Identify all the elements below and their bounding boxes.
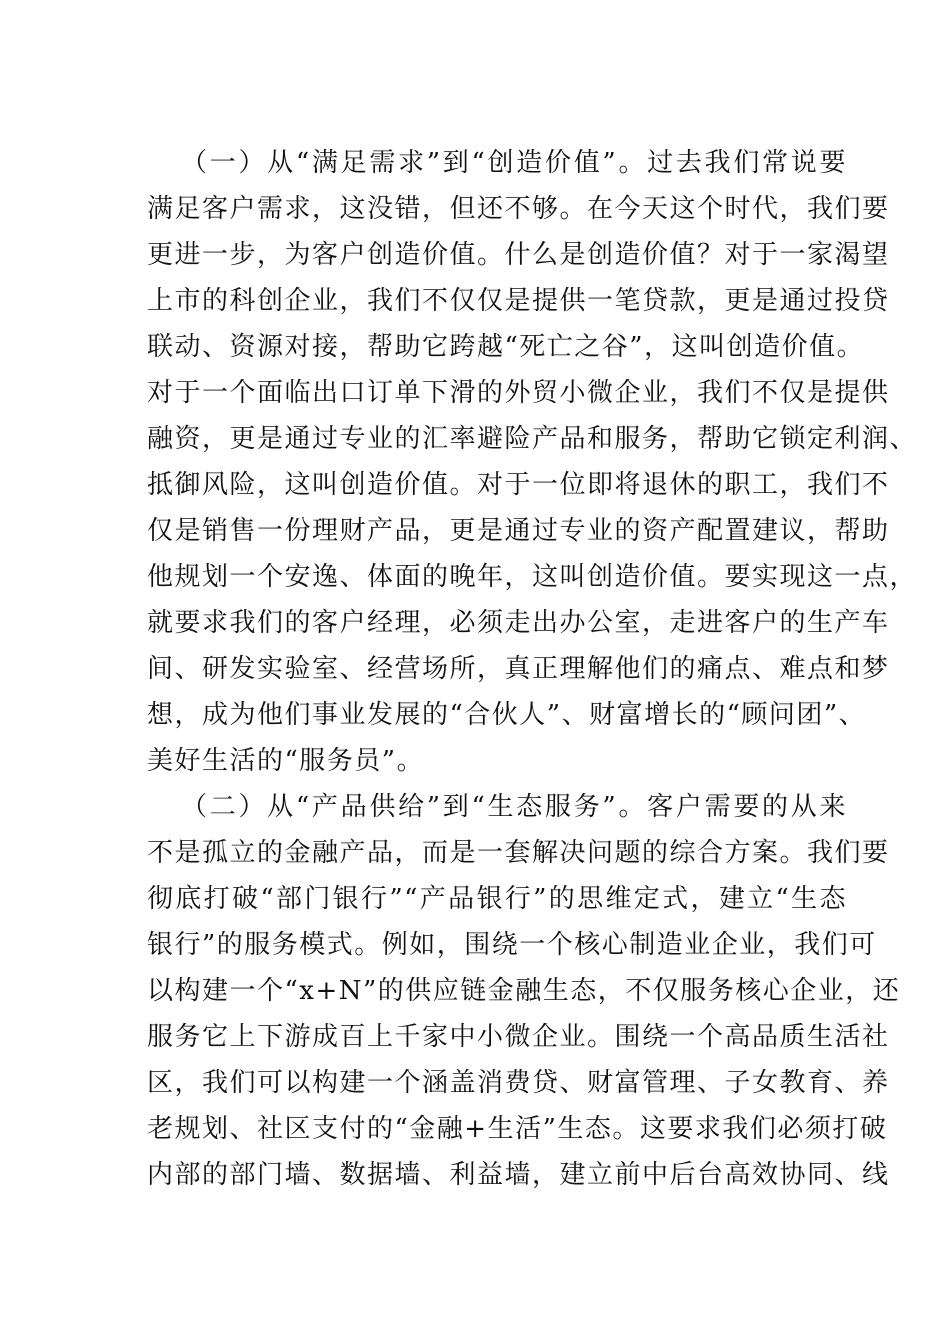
paragraph-line: 想，成为他们事业发展的“合伙人”、财富增长的“顾问团”、 <box>147 700 867 730</box>
paragraph-line: 老规划、社区支付的“金融+生活”生态。这要求我们必须打破 <box>147 1114 888 1144</box>
paragraph-line: （二）从“产品供给”到“生态服务”。客户需要的从来 <box>181 792 847 822</box>
paragraph-line: 美好生活的“服务员”。 <box>147 746 425 776</box>
paragraph-1 <box>147 140 918 784</box>
paragraph-line: 抵御风险，这叫创造价值。对于一位即将退休的职工，我们不 <box>147 470 890 500</box>
paragraph-line: 不是孤立的金融产品，而是一套解决问题的综合方案。我们要 <box>147 838 890 868</box>
paragraph-2 <box>147 784 901 1198</box>
paragraph-line: 间、研发实验室、经营场所，真正理解他们的痛点、难点和梦 <box>147 654 890 684</box>
paragraph-line: 上市的科创企业，我们不仅仅是提供一笔贷款，更是通过投贷 <box>147 286 890 316</box>
paragraph-line: 满足客户需求，这没错，但还不够。在今天这个时代，我们要 <box>147 194 890 224</box>
paragraph-line: 就要求我们的客户经理，必须走出办公室，走进客户的生产车 <box>147 608 890 638</box>
paragraph-line: 仅是销售一份理财产品，更是通过专业的资产配置建议，帮助 <box>147 516 890 546</box>
paragraph-line: 融资，更是通过专业的汇率避险产品和服务，帮助它锁定利润、 <box>147 424 918 454</box>
paragraph-line: 彻底打破“部门银行”“产品银行”的思维定式，建立“生态 <box>147 884 847 914</box>
paragraph-line: 对于一个面临出口订单下滑的外贸小微企业，我们不仅是提供 <box>147 378 890 408</box>
paragraph-line: 内部的部门墙、数据墙、利益墙，建立前中后台高效协同、线 <box>147 1160 890 1190</box>
paragraph-line: 服务它上下游成百上千家中小微企业。围绕一个高品质生活社 <box>147 1022 890 1052</box>
paragraph-line: 以构建一个“x+N”的供应链金融生态，不仅服务核心企业，还 <box>147 976 901 1006</box>
paragraph-line: 更进一步，为客户创造价值。什么是创造价值？对于一家渴望 <box>147 240 890 270</box>
paragraph-line: 他规划一个安逸、体面的晚年，这叫创造价值。要实现这一点， <box>147 562 918 592</box>
paragraph-line: （一）从“满足需求”到“创造价值”。过去我们常说要 <box>181 148 847 178</box>
body-text <box>147 140 918 1198</box>
paragraph-line: 区，我们可以构建一个涵盖消费贷、财富管理、子女教育、养 <box>147 1068 890 1098</box>
paragraph-line: 银行”的服务模式。例如，围绕一个核心制造业企业，我们可 <box>147 930 877 960</box>
paragraph-line: 联动、资源对接，帮助它跨越“死亡之谷”，这叫创造价值。 <box>147 332 865 362</box>
